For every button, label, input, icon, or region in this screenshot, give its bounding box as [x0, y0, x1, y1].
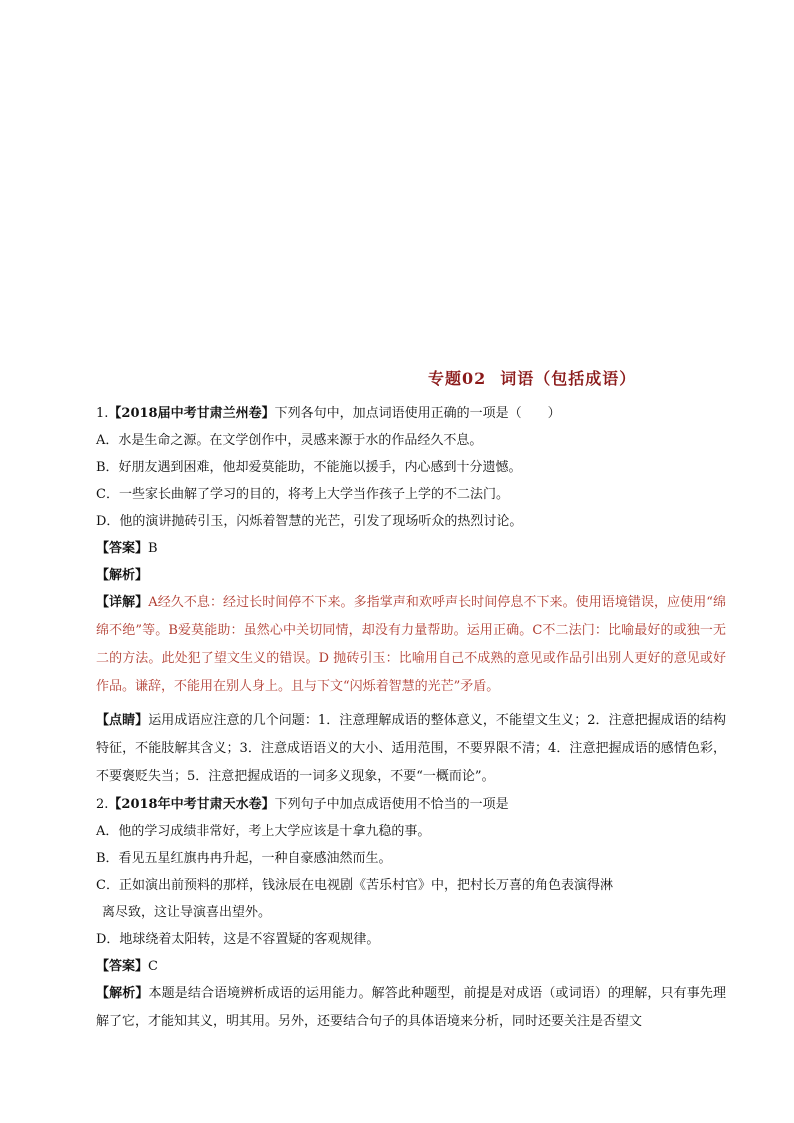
- q2-option-d: D．地球绕着太阳转，这是不容置疑的客观规律。: [96, 932, 380, 947]
- document-body: [76, 400, 726, 1036]
- answer-value: B: [148, 541, 158, 556]
- page-title: [428, 366, 636, 389]
- tip-label: 【点睛】: [96, 713, 149, 728]
- q1-analysis-label: 【解析】: [96, 568, 149, 583]
- tip-text: 运用成语应注意的几个问题：1．注意理解成语的整体意义，不能望文生义；2．注意把握成语的结构特征，不能肢解其含义；3．注意成语语义的大小、适用范围，不要界限不清；4．注意把握成语的感情色彩，不要褒贬失当；5．注意把握成语的一词多义现象，不要“一概而论”。: [96, 713, 726, 784]
- q1-answer: [76, 535, 726, 562]
- question-source: 【2018年中考甘肃天水卷】: [108, 797, 275, 812]
- q2-option-c-continued: 离尽致，这让导演喜出望外。: [102, 905, 272, 920]
- question-source: 【2018届中考甘肃兰州卷】: [108, 406, 275, 421]
- title-topic-number: 专题02: [428, 369, 487, 388]
- answer-label: 【答案】: [96, 541, 149, 556]
- q1-tip: [76, 707, 726, 791]
- question-text: 下列各句中，加点词语使用正确的一项是（ ）: [274, 406, 561, 421]
- q2-option-b: B．看见五星红旗冉冉升起，一种自豪感油然而生。: [96, 851, 392, 866]
- detail-label: 【详解】: [96, 595, 149, 610]
- q2-analysis: [76, 980, 726, 1036]
- q1-option-b: B．好朋友遇到困难，他却爱莫能助，不能施以援手，内心感到十分遗憾。: [96, 460, 522, 475]
- title-topic-name: 词语（包括成语）: [500, 369, 637, 388]
- answer-label: 【答案】: [96, 959, 149, 974]
- question-2-stem: [76, 791, 726, 818]
- question-1-stem: [76, 400, 726, 427]
- q2-answer: [76, 953, 726, 980]
- analysis-label: 【解析】: [96, 986, 149, 1001]
- q1-option-a: A．水是生命之源。在文学创作中，灵感来源于水的作品经久不息。: [96, 433, 483, 448]
- q1-option-c: C．一些家长曲解了学习的目的，将考上大学当作孩子上学的不二法门。: [96, 487, 509, 502]
- answer-value: C: [148, 959, 158, 974]
- question-number: 2.: [96, 797, 109, 812]
- detail-text: A经久不息：经过长时间停不下来。多指掌声和欢呼声长时间停息不下来。使用语境错误，应使用“绵绵不绝”等。B爱莫能助：虽然心中关切同情，却没有力量帮助。运用正确。C不二法门：比喻最好的或独一无二的方法。此处犯了望文生义的错误。D 抛砖引玉：比喻用自己不成熟的意见或作品引出别人更好的意见或好作品。谦辞，不能用在别人身上。且与下文“闪烁着智慧的光芒”矛盾。: [96, 595, 726, 694]
- question-number: 1.: [96, 406, 109, 421]
- question-text: 下列句子中加点成语使用不恰当的一项是: [274, 797, 509, 812]
- analysis-text: 本题是结合语境辨析成语的运用能力。解答此种题型，前提是对成语（或词语）的理解，只有事先理解了它，才能知其义，明其用。另外，还要结合句子的具体语境来分析，同时还要关注是否望文: [96, 986, 726, 1029]
- q1-option-d: D．他的演讲抛砖引玉，闪烁着智慧的光芒，引发了现场听众的热烈讨论。: [96, 514, 523, 529]
- q1-detail: [76, 589, 726, 701]
- q2-option-a: A．他的学习成绩非常好，考上大学应该是十拿九稳的事。: [96, 824, 431, 839]
- q2-option-c: C．正如演出前预料的那样，钱泳辰在电视剧《苦乐村官》中，把村长万喜的角色表演得淋: [96, 878, 613, 893]
